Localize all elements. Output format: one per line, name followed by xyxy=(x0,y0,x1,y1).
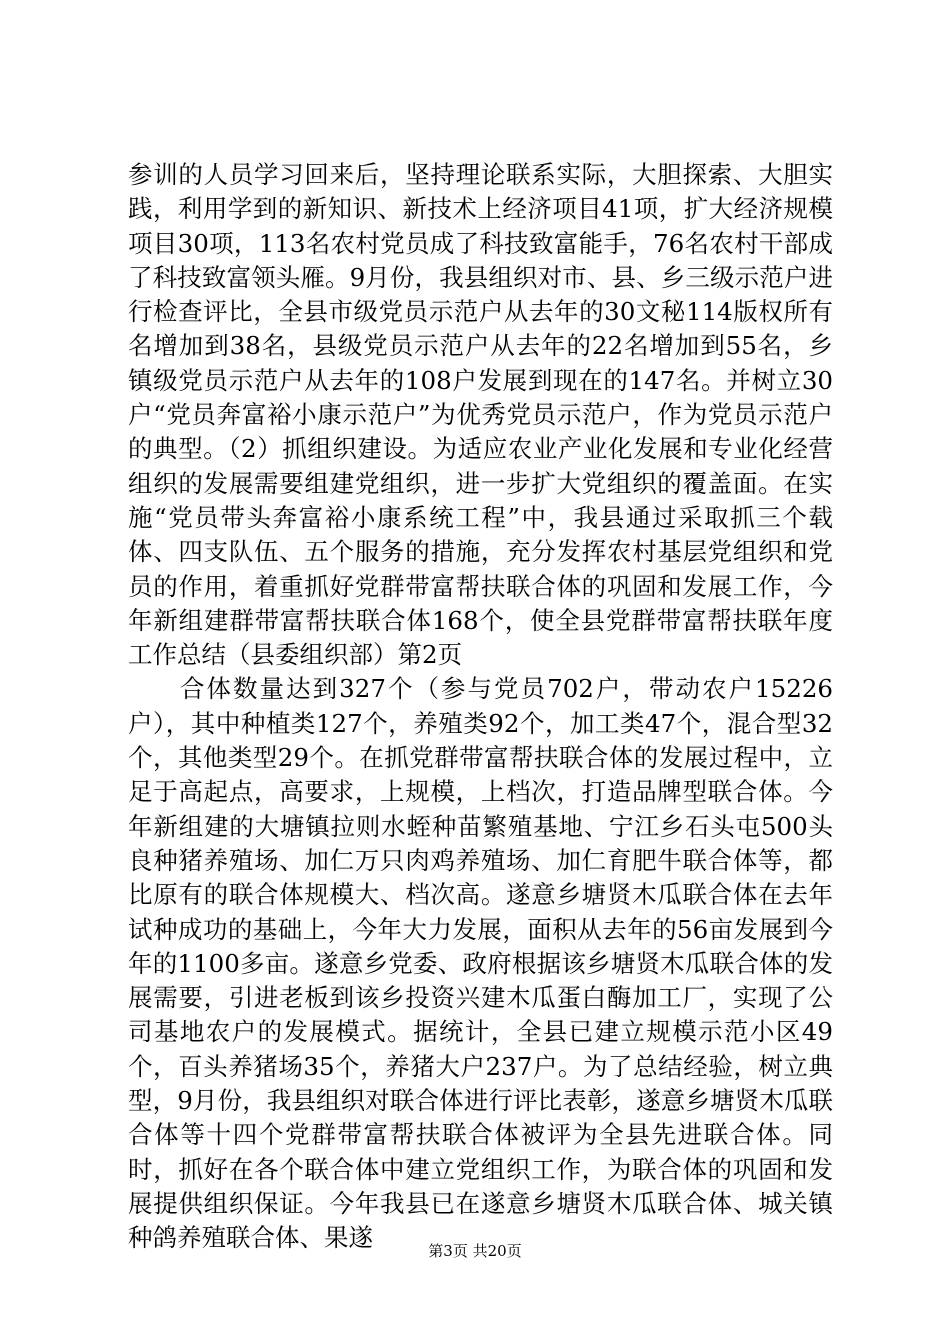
document-body xyxy=(128,158,833,1256)
page-footer: 第3页 共20页 xyxy=(428,1242,522,1260)
paragraph-2: 合体数量达到327个（参与党员702户，带动农户15226户），其中种植类127个，养殖类92个，加工类47个，混合型32个，其他类型29个。在抓党群带富帮扶联合体的发展过程中，立足于高起点，高要求，上规模，上档次，打造品牌型联合体。今年新组建的大塘镇拉则水蛭种苗繁殖基地、宁江乡石头屯500头良种猪养殖场、加仁万只肉鸡养殖场、加仁育肥牛联合体等，都比原有的联合体规模大、档次高。遂意乡塘贤木瓜联合体在去年试种成功的基础上，今年大力发展，面积从去年的56亩发展到今年的1100多亩。遂意乡党委、政府根据该乡塘贤木瓜联合体的发展需要，引进老板到该乡投资兴建木瓜蛋白酶加工厂，实现了公司基地农户的发展模式。据统计，全县已建立规模示范小区49个，百头养猪场35个，养猪大户237户。为了总结经验，树立典型，9月份，我县组织对联合体进行评比表彰，遂意乡塘贤木瓜联合体等十四个党群带富帮扶联合体被评为全县先进联合体。同时，抓好在各个联合体中建立党组织工作，为联合体的巩固和发展提供组织保证。今年我县已在遂意乡塘贤木瓜联合体、城关镇种鸽养殖联合体、果遂 xyxy=(128,674,833,1253)
paragraph-1: 参训的人员学习回来后，坚持理论联系实际，大胆探索、大胆实践，利用学到的新知识、新技术上经济项目41项，扩大经济规模项目30项，113名农村党员成了科技致富能手，76名农村干部成了科技致富领头雁。9月份，我县组织对市、县、乡三级示范户进行检查评比，全县市级党员示范户从去年的30文秘114版权所有名增加到38名，县级党员示范户从去年的22名增加到55名，乡镇级党员示范户从去年的108户发展到现在的147名。并树立30户“党员奔富裕小康示范户”为优秀党员示范户，作为党员示范户的典型。（2）抓组织建设。为适应农业产业化发展和专业化经营组织的发展需要组建党组织，进一步扩大党组织的覆盖面。在实施“党员带头奔富裕小康系统工程”中，我县通过采取抓三个载体、四支队伍、五个服务的措施，充分发挥农村基层党组织和党员的作用，着重抓好党群带富帮扶联合体的巩固和发展工作，今年新组建群带富帮扶联合体168个，使全县党群带富帮扶联年度工作总结（县委组织部）第2页 xyxy=(128,160,833,670)
